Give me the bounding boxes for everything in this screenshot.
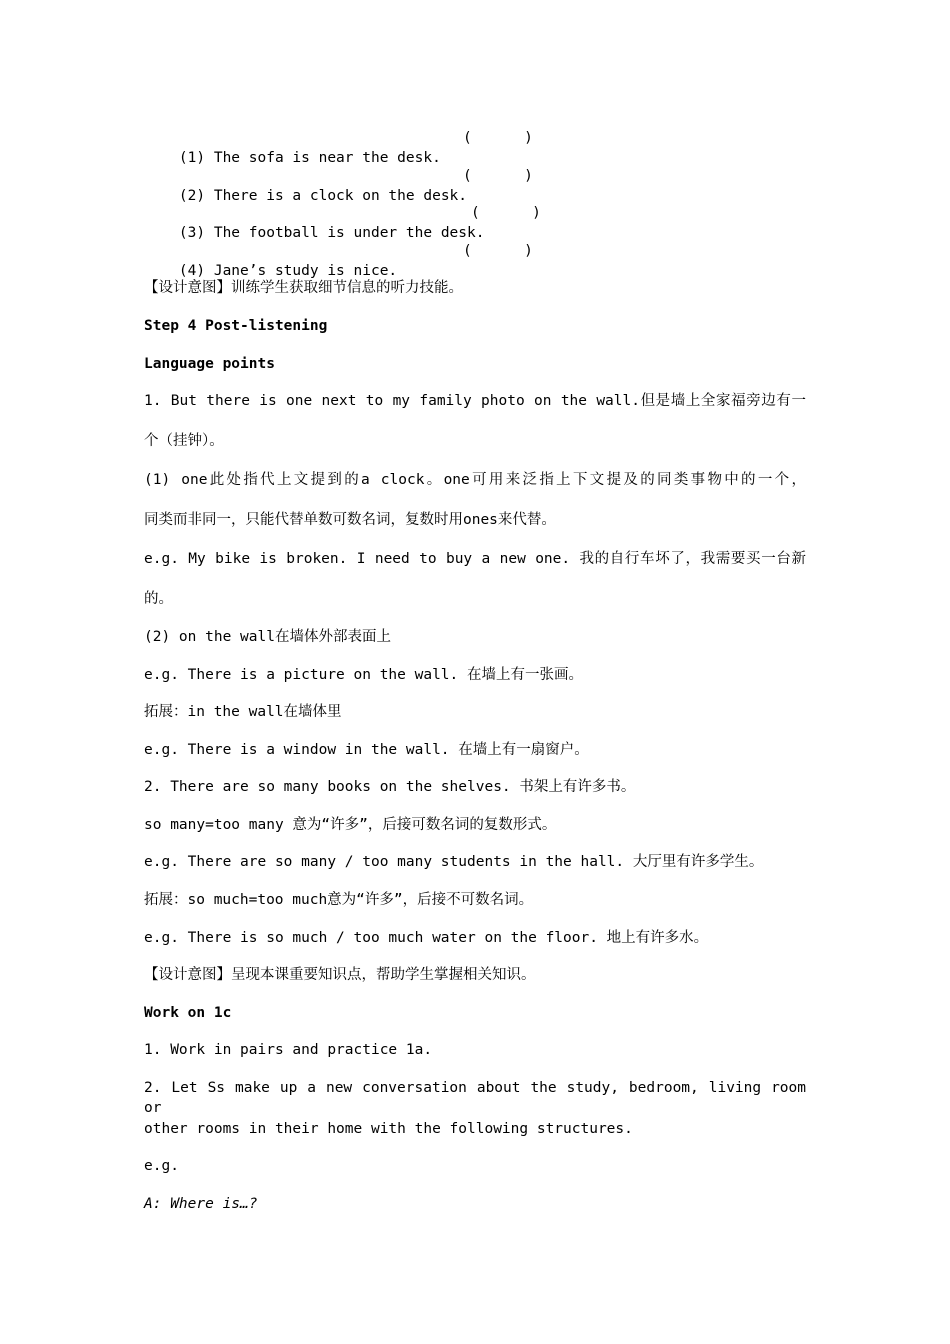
quiz-item-text: (4) Jane’s study is nice. (178, 263, 398, 279)
answer-blank-3: ( ) (471, 205, 541, 221)
language-points-heading: Language points (144, 356, 275, 372)
quiz-item-text: (2) There is a clock on the desk. (178, 188, 468, 204)
lp1-sentence-line2: 个（挂钟）。 (144, 433, 224, 449)
lp1-one-note-line1: (1) one此处指代上文提到的a clock。one可用来泛指上下文提及的同类事物中的一个， (144, 472, 806, 488)
lp1-example-line1: e.g. My bike is broken. I need to buy a new one. 我的自行车坏了，我需要买一台新 (144, 551, 806, 567)
lp1-in-the-wall-example: e.g. There is a window in the wall. 在墙上有一扇窗户。 (144, 742, 589, 758)
lp2-so-much-example: e.g. There is so much / too much water on the floor. 地上有许多水。 (144, 930, 709, 946)
example-label: e.g. (144, 1158, 179, 1174)
lp1-one-note-line2: 同类而非同一，只能代替单数可数名词，复数时用ones来代替。 (144, 512, 556, 528)
answer-blank-4: ( ) (463, 243, 533, 259)
quiz-item-text: (1) The sofa is near the desk. (178, 150, 441, 166)
work-on-1c-heading: Work on 1c (144, 1005, 232, 1021)
answer-blank-1: ( ) (463, 130, 533, 146)
lp1-in-the-wall-extension: 拓展：in the wall在墙体里 (144, 704, 342, 720)
answer-blank-2: ( ) (463, 168, 533, 184)
lp2-sentence: 2. There are so many books on the shelves. 书架上有许多书。 (144, 779, 636, 795)
lp1-example-line2: 的。 (144, 591, 173, 607)
quiz-item-text: (3) The football is under the desk. (178, 225, 485, 241)
design-intent-language: 【设计意图】呈现本课重要知识点，帮助学生掌握相关知识。 (144, 967, 536, 983)
lp1-on-the-wall-note: (2) on the wall在墙体外部表面上 (144, 629, 391, 645)
dialog-line-a: A: Where is…? (144, 1196, 258, 1212)
lp2-so-many-example: e.g. There are so many / too many students in the hall. 大厅里有许多学生。 (144, 854, 764, 870)
step4-heading: Step 4 Post-listening (144, 318, 328, 334)
lp1-on-the-wall-example: e.g. There is a picture on the wall. 在墙上有一张画。 (144, 667, 583, 683)
work-item-2-line2: other rooms in their home with the following structures. (144, 1121, 633, 1137)
lp2-so-much-extension: 拓展：so much=too much意为“许多”，后接不可数名词。 (144, 892, 534, 908)
lp2-so-many-note: so many=too many 意为“许多”，后接可数名词的复数形式。 (144, 817, 557, 833)
lp1-sentence-line1: 1. But there is one next to my family photo on the wall.但是墙上全家福旁边有一 (144, 393, 806, 409)
design-intent-listening: 【设计意图】训练学生获取细节信息的听力技能。 (144, 280, 463, 296)
work-item-2-line1: 2. Let Ss make up a new conversation about the study, bedroom, living room or (144, 1080, 806, 1116)
work-item-1: 1. Work in pairs and practice 1a. (144, 1042, 433, 1058)
